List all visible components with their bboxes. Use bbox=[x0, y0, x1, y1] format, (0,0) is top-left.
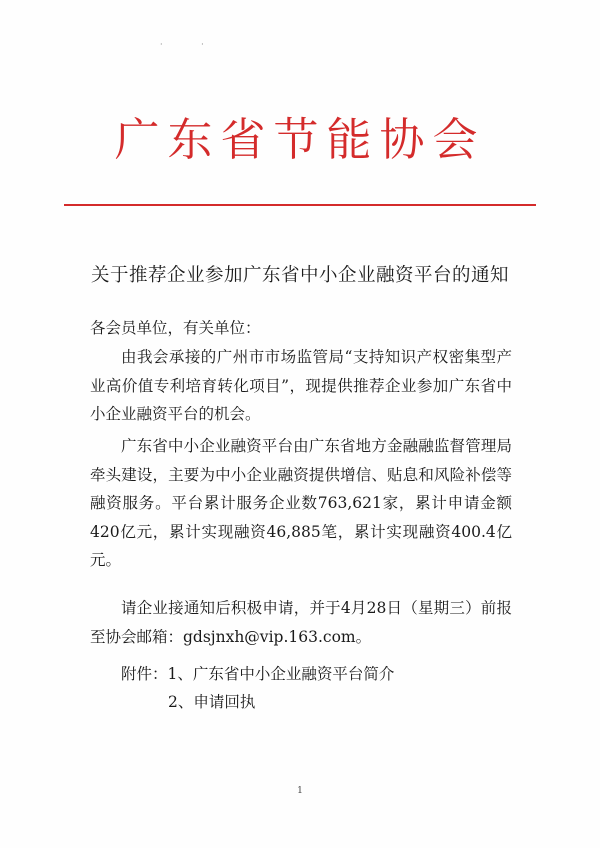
paragraph-project-intro: 由我会承接的广州市市场监管局“支持知识产权密集型产业高价值专利培育转化项目”，现提供推荐企业参加广东省中小企业融资平台的机会。 bbox=[90, 348, 512, 423]
notice-title: 关于推荐企业参加广东省中小企业融资平台的通知 bbox=[90, 265, 509, 286]
letterhead-divider bbox=[64, 204, 536, 206]
attachment-item-2: 2、申请回执 bbox=[168, 693, 256, 711]
paragraph-platform-description: 广东省中小企业融资平台由广东省地方金融融监督管理局牵头建设，主要为中小企业融资提供增信、贴息和风险补偿等融资服务。平台累计服务企业数763,621家，累计申请金额420亿元，累计实现融资46,885笔，累计实现融资400.4亿元。 bbox=[90, 437, 512, 569]
paragraph-application-instructions: 请企业接通知后积极申请，并于4月28日（星期三）前报至协会邮箱：gdsjnxh@vip.163.com。 bbox=[90, 599, 512, 646]
page-number: 1 bbox=[297, 786, 303, 796]
salutation: 各会员单位，有关单位： bbox=[90, 319, 261, 337]
scan-specks: · · bbox=[160, 40, 222, 49]
attachments-label: 附件： bbox=[121, 665, 168, 683]
letterhead-title: 广东省节能协会 bbox=[114, 113, 486, 166]
attachment-line-1 bbox=[121, 660, 394, 688]
attachment-item-1: 1、广东省中小企业融资平台简介 bbox=[167, 665, 395, 683]
